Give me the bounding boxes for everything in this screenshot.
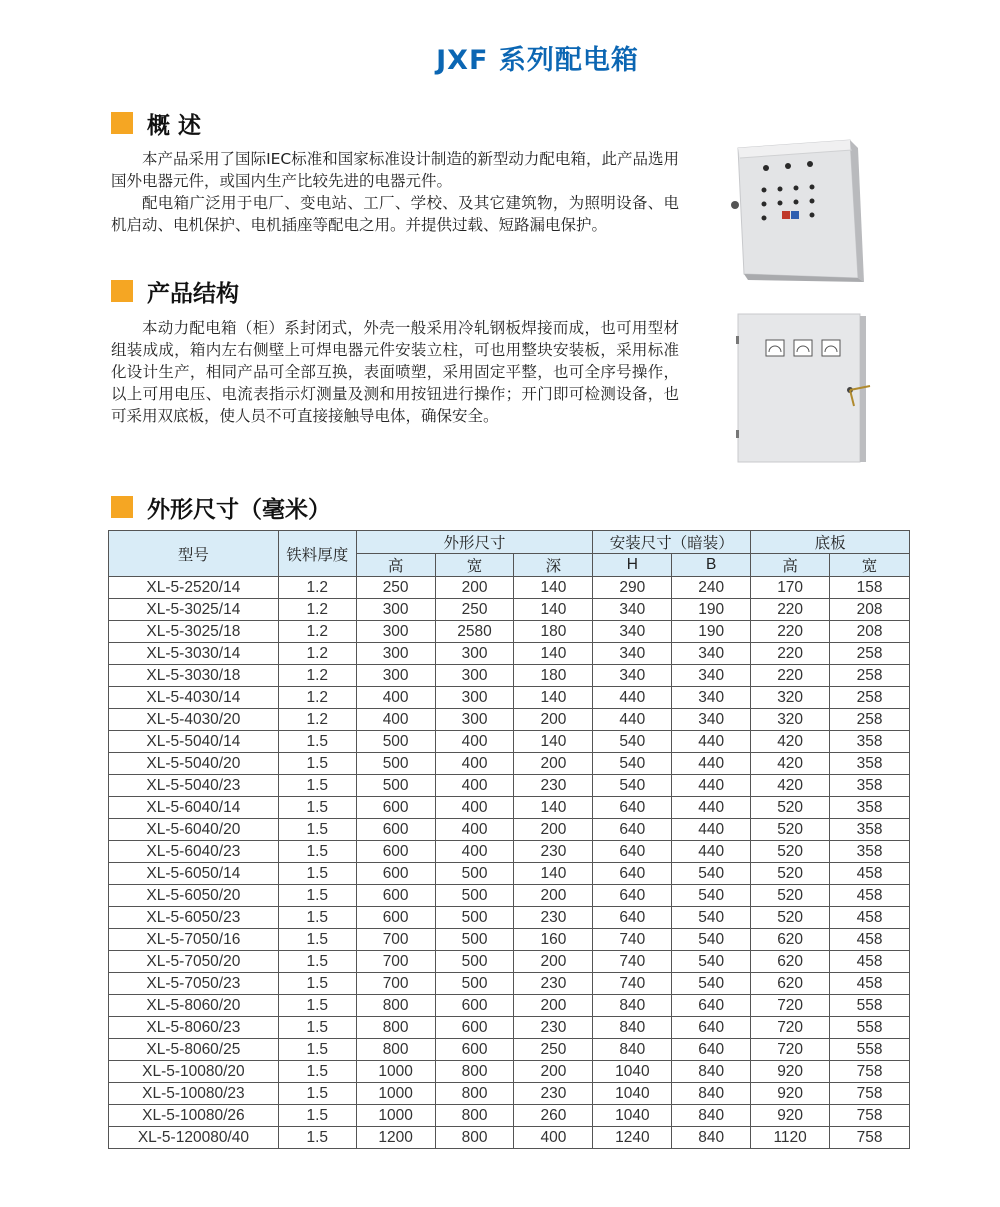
table-row — [109, 951, 910, 973]
table-cell: 458 — [830, 973, 910, 995]
table-row — [109, 797, 910, 819]
table-cell: 1.2 — [278, 621, 356, 643]
table-cell: 300 — [356, 643, 435, 665]
table-cell: 540 — [672, 929, 751, 951]
table-cell: 740 — [593, 929, 672, 951]
table-row — [109, 665, 910, 687]
table-cell: 1.5 — [278, 1127, 356, 1149]
table-cell: 358 — [830, 775, 910, 797]
table-cell: 358 — [830, 753, 910, 775]
table-cell: 340 — [672, 687, 751, 709]
table-cell: 230 — [514, 907, 593, 929]
table-cell: 420 — [751, 731, 830, 753]
table-cell: 700 — [356, 951, 435, 973]
table-cell: XL-5-6050/20 — [109, 885, 279, 907]
table-cell: 220 — [751, 599, 830, 621]
section-heading-dimensions — [111, 492, 331, 522]
section-marker-icon — [111, 112, 133, 134]
table-cell: 520 — [751, 885, 830, 907]
table-cell: 1.5 — [278, 797, 356, 819]
table-cell: XL-5-10080/26 — [109, 1105, 279, 1127]
table-cell: XL-5-3025/14 — [109, 599, 279, 621]
table-cell: 2580 — [435, 621, 514, 643]
header-install-b: B — [672, 554, 751, 577]
table-row — [109, 1083, 910, 1105]
table-cell: 320 — [751, 687, 830, 709]
table-cell: 500 — [435, 885, 514, 907]
table-cell: 200 — [514, 709, 593, 731]
table-cell: 540 — [672, 973, 751, 995]
table-cell: 458 — [830, 885, 910, 907]
table-cell: 250 — [356, 577, 435, 599]
header-model: 型号 — [109, 531, 279, 577]
table-cell: 1.5 — [278, 995, 356, 1017]
header-outer: 外形尺寸 — [356, 531, 593, 554]
table-cell: 600 — [356, 885, 435, 907]
table-cell: 440 — [593, 709, 672, 731]
table-cell: 400 — [435, 797, 514, 819]
table-cell: XL-5-5040/23 — [109, 775, 279, 797]
table-cell: 800 — [356, 1039, 435, 1061]
table-cell: 440 — [672, 819, 751, 841]
table-row — [109, 907, 910, 929]
table-cell: XL-5-4030/14 — [109, 687, 279, 709]
table-cell: 1000 — [356, 1105, 435, 1127]
header-base-width: 宽 — [830, 554, 910, 577]
table-row — [109, 687, 910, 709]
table-cell: 458 — [830, 863, 910, 885]
table-cell: 300 — [435, 643, 514, 665]
table-cell: XL-5-6040/20 — [109, 819, 279, 841]
table-cell: 758 — [830, 1127, 910, 1149]
header-outer-depth: 深 — [514, 554, 593, 577]
table-cell: 208 — [830, 599, 910, 621]
table-cell: XL-5-10080/23 — [109, 1083, 279, 1105]
table-cell: 600 — [435, 1039, 514, 1061]
table-row — [109, 753, 910, 775]
table-cell: XL-5-7050/20 — [109, 951, 279, 973]
table-cell: 1240 — [593, 1127, 672, 1149]
meter-box-photo — [730, 306, 960, 481]
table-cell: 230 — [514, 973, 593, 995]
table-cell: 400 — [435, 753, 514, 775]
table-cell: 1.5 — [278, 1017, 356, 1039]
table-cell: 420 — [751, 753, 830, 775]
table-cell: 800 — [435, 1105, 514, 1127]
paragraph: 配电箱广泛用于电厂、变电站、工厂、学校、及其它建筑物，为照明设备、电机启动、电机保护、电机插座等配电之用。并提供过载、短路漏电保护。 — [111, 194, 679, 234]
table-cell: 1.5 — [278, 1061, 356, 1083]
table-cell: XL-5-4030/20 — [109, 709, 279, 731]
table-cell: 1.5 — [278, 753, 356, 775]
table-cell: 920 — [751, 1105, 830, 1127]
table-cell: 258 — [830, 709, 910, 731]
table-cell: 290 — [593, 577, 672, 599]
table-cell: 1.5 — [278, 863, 356, 885]
table-row — [109, 1039, 910, 1061]
table-cell: 200 — [514, 995, 593, 1017]
table-row — [109, 1061, 910, 1083]
table-cell: 640 — [593, 819, 672, 841]
table-cell: 758 — [830, 1083, 910, 1105]
table-cell: 540 — [672, 951, 751, 973]
table-cell: 340 — [672, 643, 751, 665]
table-row — [109, 731, 910, 753]
table-cell: 840 — [593, 1039, 672, 1061]
table-cell: XL-5-120080/40 — [109, 1127, 279, 1149]
table-cell: 520 — [751, 863, 830, 885]
table-cell: XL-5-7050/23 — [109, 973, 279, 995]
table-cell: 1.5 — [278, 929, 356, 951]
table-cell: 500 — [435, 907, 514, 929]
table-cell: 440 — [672, 841, 751, 863]
table-cell: 358 — [830, 841, 910, 863]
table-cell: XL-5-5040/20 — [109, 753, 279, 775]
table-cell: 300 — [435, 665, 514, 687]
table-cell: 840 — [593, 1017, 672, 1039]
section-marker-icon — [111, 280, 133, 302]
table-cell: 220 — [751, 643, 830, 665]
table-cell: 640 — [593, 885, 672, 907]
table-cell: 740 — [593, 973, 672, 995]
table-cell: 758 — [830, 1105, 910, 1127]
table-cell: 500 — [435, 973, 514, 995]
table-cell: 620 — [751, 951, 830, 973]
table-cell: 600 — [435, 1017, 514, 1039]
table-cell: 1.5 — [278, 1105, 356, 1127]
table-cell: 458 — [830, 929, 910, 951]
table-cell: 1.2 — [278, 665, 356, 687]
table-cell: 420 — [751, 775, 830, 797]
table-cell: 640 — [672, 1039, 751, 1061]
table-body — [109, 577, 910, 1149]
table-cell: 540 — [672, 885, 751, 907]
table-cell: 1.2 — [278, 643, 356, 665]
table-cell: 158 — [830, 577, 910, 599]
table-cell: 758 — [830, 1061, 910, 1083]
table-row — [109, 1127, 910, 1149]
table-cell: 640 — [593, 841, 672, 863]
table-cell: 140 — [514, 687, 593, 709]
table-cell: 1.5 — [278, 973, 356, 995]
table-cell: 1.5 — [278, 819, 356, 841]
table-row — [109, 929, 910, 951]
table-cell: 640 — [593, 797, 672, 819]
table-cell: 500 — [356, 775, 435, 797]
table-cell: 800 — [356, 995, 435, 1017]
table-cell: 540 — [593, 731, 672, 753]
table-cell: 200 — [514, 753, 593, 775]
table-row — [109, 577, 910, 599]
table-cell: 640 — [672, 1017, 751, 1039]
section-title: 外形尺寸（毫米） — [147, 496, 331, 523]
table-cell: 700 — [356, 929, 435, 951]
table-cell: 800 — [435, 1127, 514, 1149]
table-cell: 1.5 — [278, 951, 356, 973]
table-row — [109, 885, 910, 907]
table-cell: 1200 — [356, 1127, 435, 1149]
overview-text — [111, 148, 679, 236]
table-cell: 190 — [672, 621, 751, 643]
table-cell: 500 — [435, 951, 514, 973]
table-cell: 520 — [751, 797, 830, 819]
table-cell: 140 — [514, 797, 593, 819]
table-cell: 240 — [672, 577, 751, 599]
table-cell: 258 — [830, 643, 910, 665]
section-heading-structure — [111, 276, 239, 306]
table-cell: 230 — [514, 1083, 593, 1105]
table-cell: 340 — [672, 665, 751, 687]
table-row — [109, 643, 910, 665]
table-cell: XL-5-5040/14 — [109, 731, 279, 753]
table-cell: 600 — [435, 995, 514, 1017]
table-cell: 140 — [514, 577, 593, 599]
table-cell: 190 — [672, 599, 751, 621]
table-cell: 1.2 — [278, 709, 356, 731]
table-cell: 230 — [514, 1017, 593, 1039]
table-cell: 340 — [672, 709, 751, 731]
table-row — [109, 599, 910, 621]
table-cell: 840 — [672, 1105, 751, 1127]
section-heading-overview — [111, 108, 201, 138]
table-cell: 200 — [514, 1061, 593, 1083]
section-marker-icon — [111, 496, 133, 518]
table-cell: 400 — [514, 1127, 593, 1149]
table-cell: 200 — [435, 577, 514, 599]
table-cell: 200 — [514, 951, 593, 973]
table-row — [109, 863, 910, 885]
table-row — [109, 1105, 910, 1127]
table-cell: 840 — [672, 1061, 751, 1083]
paragraph: 本产品采用了国际IEC标准和国家标准设计制造的新型动力配电箱，此产品选用国外电器元件，或国内生产比较先进的电器元件。 — [111, 150, 679, 190]
table-cell: 1000 — [356, 1083, 435, 1105]
paragraph: 本动力配电箱（柜）系封闭式，外壳一般采用冷轧钢板焊接而成，也可用型材组装成成，箱内左右侧壁上可焊电器元件安装立柱，可也用整块安装板，采用标准化设计生产，相同产品可全部互换，表面喷塑，采用固定平整，也可全序号操作，以上可用电压、电流表指示灯测量及测和用按钮进行操作；开门即可检测设备，也可采用双底板，使人员不可直接接触导电体，确保安全。 — [111, 319, 679, 425]
table-cell: 440 — [672, 731, 751, 753]
table-cell: 840 — [672, 1127, 751, 1149]
table-cell: 250 — [435, 599, 514, 621]
table-cell: 540 — [672, 907, 751, 929]
table-cell: 840 — [672, 1083, 751, 1105]
table-cell: 300 — [356, 665, 435, 687]
header-install-h: H — [593, 554, 672, 577]
table-cell: 200 — [514, 819, 593, 841]
table-row — [109, 841, 910, 863]
dimensions-table — [108, 530, 910, 1149]
table-cell: 180 — [514, 621, 593, 643]
table-cell: 558 — [830, 995, 910, 1017]
table-cell: 400 — [356, 687, 435, 709]
table-cell: XL-5-6050/23 — [109, 907, 279, 929]
table-cell: 700 — [356, 973, 435, 995]
header-outer-height: 高 — [356, 554, 435, 577]
table-cell: 920 — [751, 1061, 830, 1083]
header-install: 安装尺寸（暗装） — [593, 531, 751, 554]
table-cell: 458 — [830, 951, 910, 973]
table-cell: 230 — [514, 841, 593, 863]
table-cell: 258 — [830, 687, 910, 709]
table-cell: 558 — [830, 1039, 910, 1061]
table-cell: 600 — [356, 841, 435, 863]
table-cell: 358 — [830, 797, 910, 819]
table-cell: 1040 — [593, 1061, 672, 1083]
table-cell: 500 — [435, 929, 514, 951]
table-cell: 1.5 — [278, 1039, 356, 1061]
table-row — [109, 995, 910, 1017]
table-cell: 1.5 — [278, 775, 356, 797]
table-cell: 500 — [435, 863, 514, 885]
table-cell: 400 — [435, 731, 514, 753]
table-cell: 500 — [356, 753, 435, 775]
header-base: 底板 — [751, 531, 910, 554]
table-cell: 220 — [751, 621, 830, 643]
table-cell: 558 — [830, 1017, 910, 1039]
header-thickness: 铁料厚度 — [278, 531, 356, 577]
table-cell: 220 — [751, 665, 830, 687]
table-cell: XL-5-8060/23 — [109, 1017, 279, 1039]
table-cell: XL-5-6040/23 — [109, 841, 279, 863]
structure-text — [111, 317, 679, 427]
table-cell: 620 — [751, 973, 830, 995]
table-cell: 720 — [751, 1039, 830, 1061]
table-cell: 358 — [830, 731, 910, 753]
section-title: 概 述 — [147, 112, 202, 139]
table-cell: 170 — [751, 577, 830, 599]
table-cell: 260 — [514, 1105, 593, 1127]
table-cell: 400 — [356, 709, 435, 731]
table-cell: 600 — [356, 797, 435, 819]
table-cell: 540 — [593, 753, 672, 775]
table-cell: XL-5-10080/20 — [109, 1061, 279, 1083]
table-cell: 720 — [751, 1017, 830, 1039]
table-cell: 320 — [751, 709, 830, 731]
table-cell: 358 — [830, 819, 910, 841]
table-cell: XL-5-6050/14 — [109, 863, 279, 885]
table-cell: 440 — [593, 687, 672, 709]
table-cell: 520 — [751, 907, 830, 929]
table-cell: 340 — [593, 621, 672, 643]
table-cell: 1120 — [751, 1127, 830, 1149]
table-cell: XL-5-6040/14 — [109, 797, 279, 819]
table-cell: 440 — [672, 775, 751, 797]
table-cell: 1040 — [593, 1083, 672, 1105]
table-cell: 620 — [751, 929, 830, 951]
table-row — [109, 973, 910, 995]
table-cell: 640 — [672, 995, 751, 1017]
table-cell: XL-5-7050/16 — [109, 929, 279, 951]
table-cell: 540 — [593, 775, 672, 797]
table-cell: 1.5 — [278, 841, 356, 863]
table-cell: 520 — [751, 841, 830, 863]
table-cell: 1.5 — [278, 907, 356, 929]
table-cell: 1.2 — [278, 599, 356, 621]
table-cell: 140 — [514, 863, 593, 885]
table-cell: 540 — [672, 863, 751, 885]
table-cell: 1.2 — [278, 577, 356, 599]
table-cell: 1000 — [356, 1061, 435, 1083]
table-cell: 440 — [672, 797, 751, 819]
table-cell: 340 — [593, 599, 672, 621]
table-cell: 400 — [435, 775, 514, 797]
table-cell: 1.5 — [278, 731, 356, 753]
distribution-box-photo — [730, 110, 960, 290]
table-row — [109, 1017, 910, 1039]
table-cell: 520 — [751, 819, 830, 841]
table-cell: 250 — [514, 1039, 593, 1061]
table-cell: 300 — [435, 687, 514, 709]
table-cell: XL-5-3030/18 — [109, 665, 279, 687]
table-cell: 208 — [830, 621, 910, 643]
table-cell: 400 — [435, 841, 514, 863]
header-outer-width: 宽 — [435, 554, 514, 577]
table-cell: 800 — [356, 1017, 435, 1039]
table-cell: 140 — [514, 599, 593, 621]
table-cell: 1.5 — [278, 1083, 356, 1105]
table-cell: 180 — [514, 665, 593, 687]
table-cell: 600 — [356, 819, 435, 841]
table-cell: 300 — [435, 709, 514, 731]
section-title: 产品结构 — [147, 280, 239, 307]
table-cell: 800 — [435, 1061, 514, 1083]
table-cell: 440 — [672, 753, 751, 775]
table-cell: 720 — [751, 995, 830, 1017]
table-cell: XL-5-3030/14 — [109, 643, 279, 665]
table-cell: 160 — [514, 929, 593, 951]
table-cell: 458 — [830, 907, 910, 929]
table-cell: 740 — [593, 951, 672, 973]
table-cell: 200 — [514, 885, 593, 907]
table-cell: 300 — [356, 599, 435, 621]
table-row — [109, 775, 910, 797]
table-cell: 140 — [514, 731, 593, 753]
table-row — [109, 709, 910, 731]
table-cell: 920 — [751, 1083, 830, 1105]
table-cell: 340 — [593, 665, 672, 687]
table-cell: 600 — [356, 907, 435, 929]
table-cell: 840 — [593, 995, 672, 1017]
page-title: JXF 系列配电箱 — [436, 45, 639, 76]
table-cell: 600 — [356, 863, 435, 885]
table-cell: 1.5 — [278, 885, 356, 907]
table-cell: XL-5-8060/20 — [109, 995, 279, 1017]
table-cell: XL-5-8060/25 — [109, 1039, 279, 1061]
table-header-row — [109, 531, 910, 554]
table-cell: 800 — [435, 1083, 514, 1105]
table-cell: 400 — [435, 819, 514, 841]
table-row — [109, 621, 910, 643]
table-cell: 230 — [514, 775, 593, 797]
table-cell: 140 — [514, 643, 593, 665]
table-cell: XL-5-2520/14 — [109, 577, 279, 599]
table-row — [109, 819, 910, 841]
table-cell: 640 — [593, 863, 672, 885]
table-cell: 500 — [356, 731, 435, 753]
table-cell: XL-5-3025/18 — [109, 621, 279, 643]
header-base-height: 高 — [751, 554, 830, 577]
table-cell: 340 — [593, 643, 672, 665]
table-cell: 640 — [593, 907, 672, 929]
table-cell: 1040 — [593, 1105, 672, 1127]
table-cell: 300 — [356, 621, 435, 643]
table-cell: 1.2 — [278, 687, 356, 709]
table-cell: 258 — [830, 665, 910, 687]
